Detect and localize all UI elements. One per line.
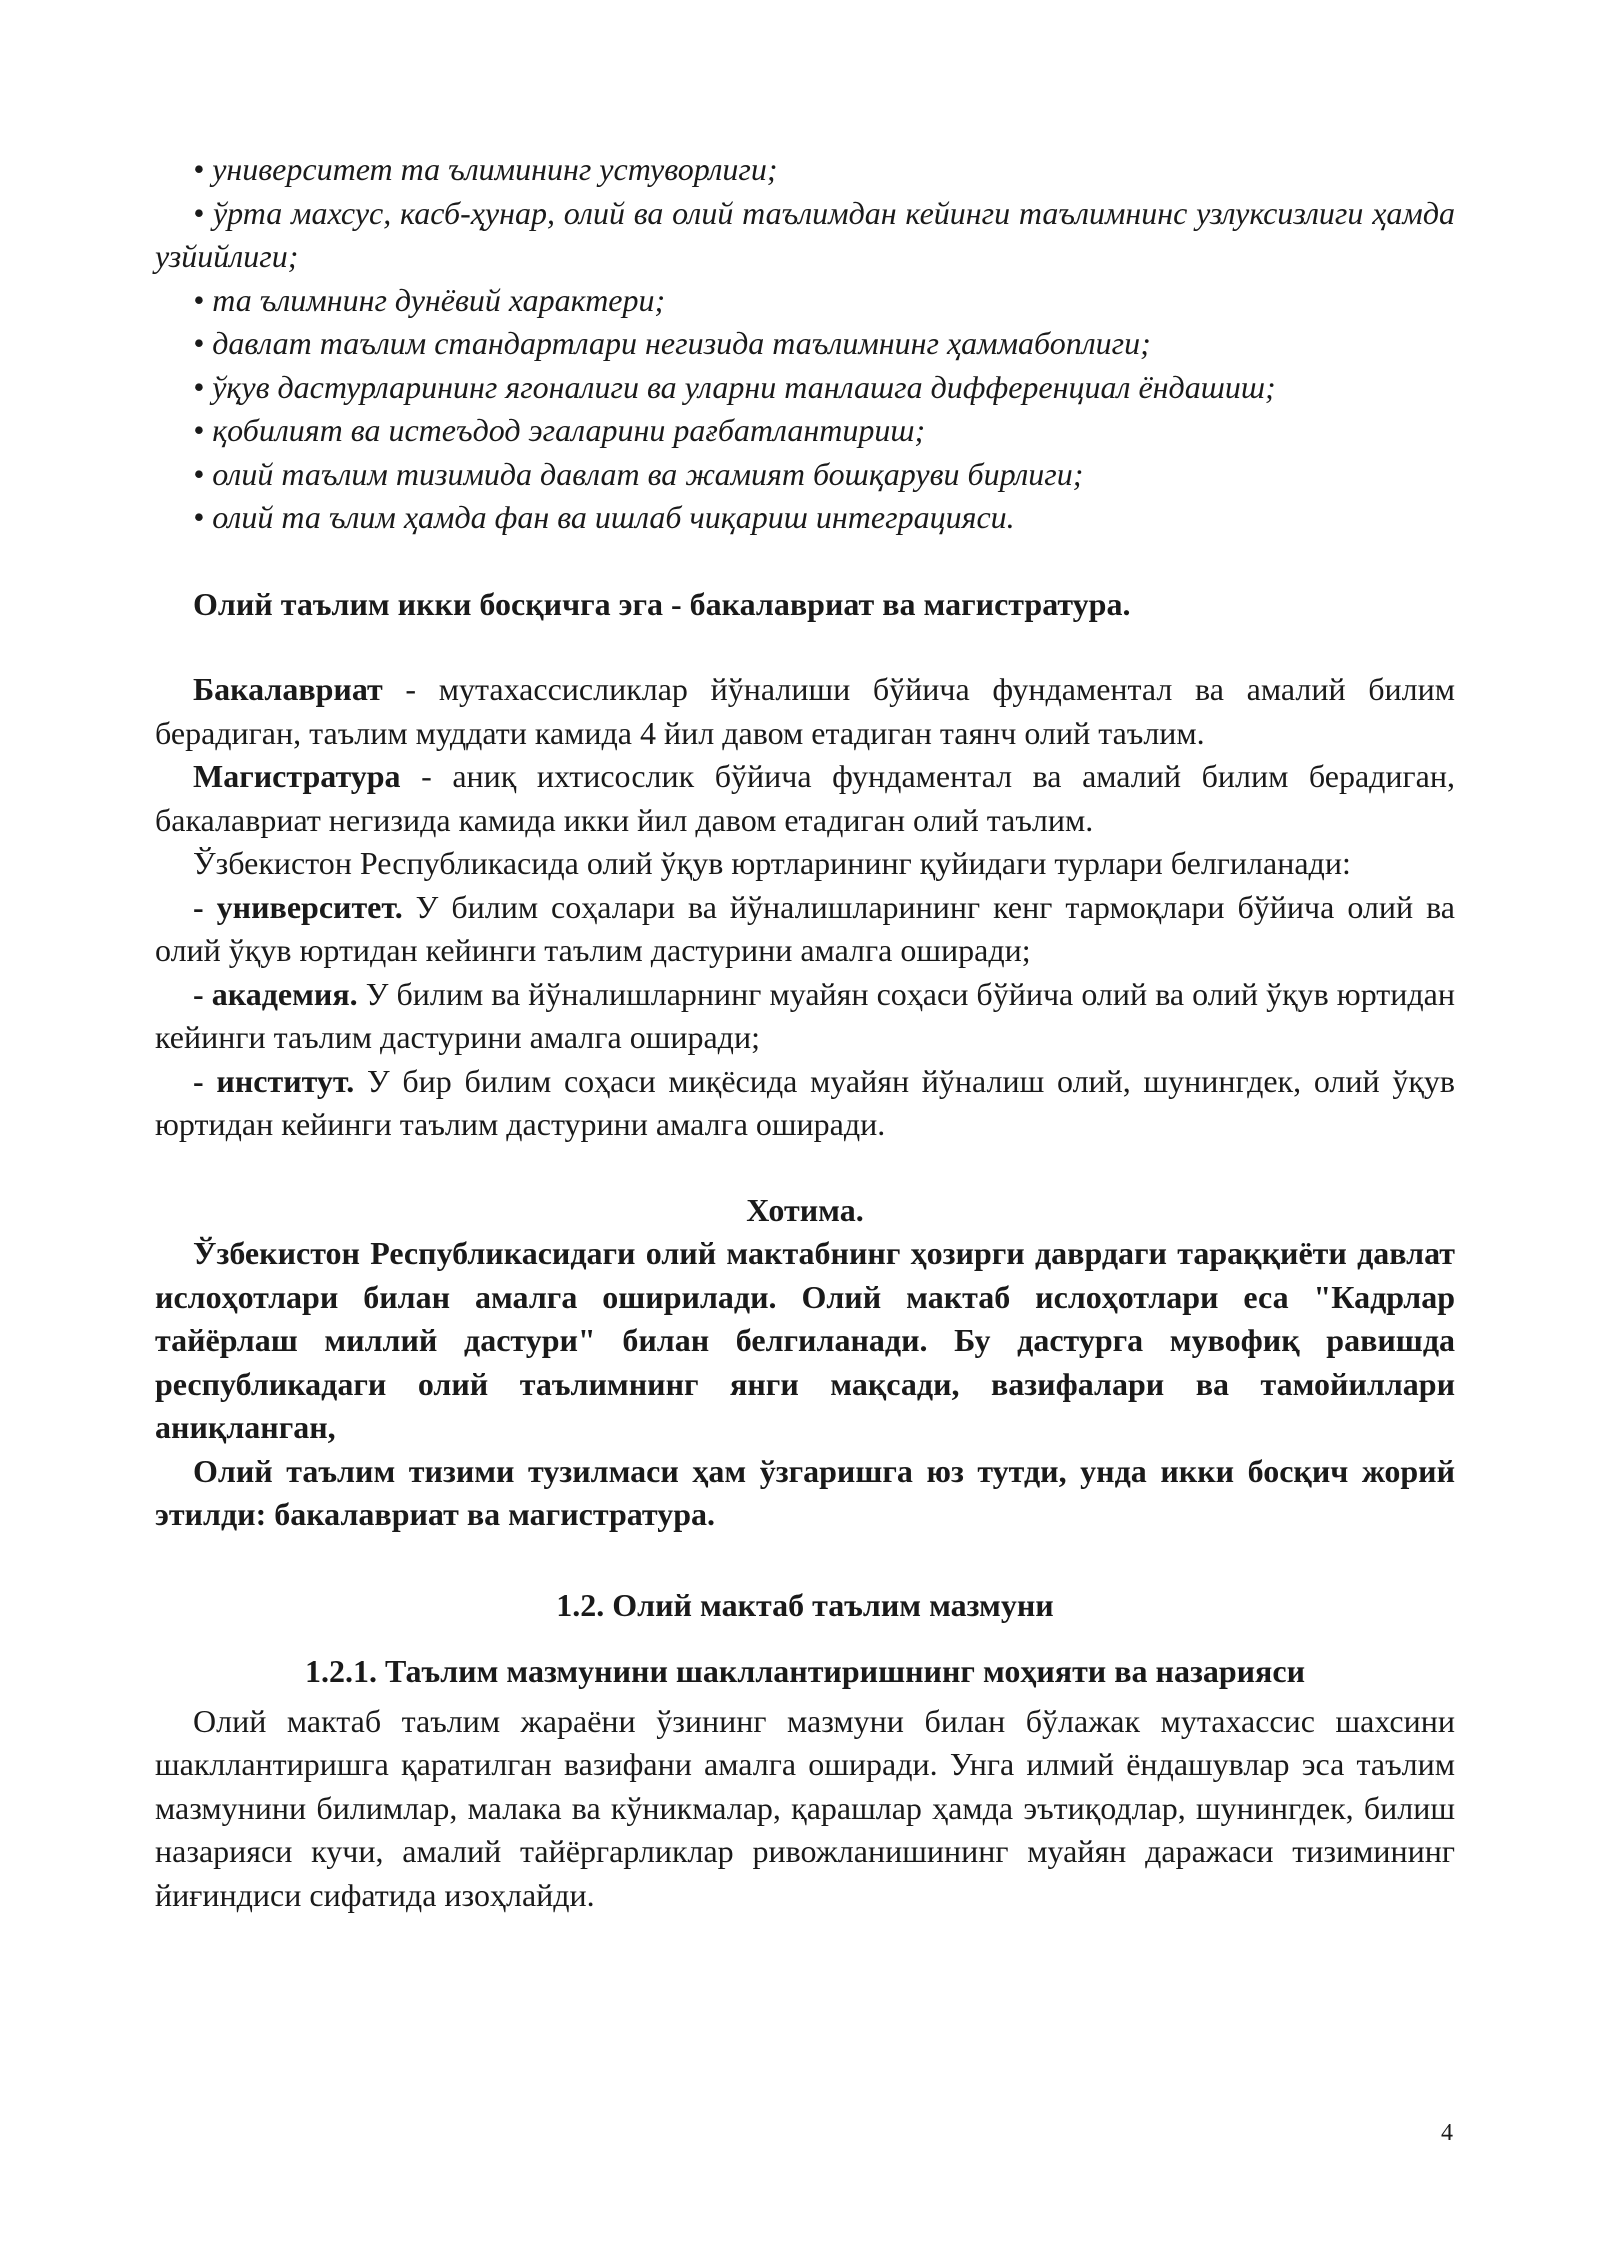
university-definition (155, 886, 1455, 973)
academy-definition (155, 973, 1455, 1060)
institute-term: институт. (216, 1062, 355, 1099)
master-definition (155, 755, 1455, 842)
bachelor-definition (155, 668, 1455, 755)
bachelor-term: Бакалавриат (193, 671, 383, 707)
master-term: Магистратура (193, 758, 401, 794)
section-title: 1.2. Олий мактаб таълим мазмуни (556, 1586, 1054, 1623)
stages-heading: Олий таълим икки босқичга эга - бакалавриат ва магистратура. (193, 585, 1131, 622)
principles-list (155, 148, 1455, 540)
conclusion-paragraph: Олий таълим тизими тузилмаси ҳам ўзгаришга юз тутди, унда икки босқич жорий этилди: бакалавриат ва магистратура. (155, 1452, 1455, 1532)
academy-text: У билим ва йўналишларнинг муайян соҳаси бўйича олий ва олий ўқув юртидан кейинги таълим дастурини амалга оширади; (155, 975, 1456, 1055)
list-item: • олий та ълим ҳамда фан ва ишлаб чиқариш интеграцияси. (193, 499, 1015, 535)
list-item: • давлат таълим стандартлари негизида таълимнинг ҳаммабоплиги; (193, 325, 1151, 361)
list-item: • олий таълим тизимида давлат ва жамият бошқаруви бирлиги; (193, 455, 1084, 492)
list-item: • ўрта махсус, касб-ҳунар, олий ва олий таълимдан кейинги таълимнинс узлуксизлиги ҳамда узйийлиги; (155, 194, 1455, 274)
university-text: У билим соҳалари ва йўналишларининг кенг тармоқлари бўйича олий ва олий ўқув юртидан кейинги таълим дастурини амалга оширади; (155, 888, 1456, 968)
conclusion-paragraph: Ўзбекистон Республикасидаги олий мактабнинг ҳозирги даврдаги тараққиёти давлат ислоҳотлари билан амалга оширилади. Олий мактаб ислоҳотлари еса "Кадрлар тайёрлаш миллий дастури" билан белгиланади. Бу дастурга мувофиқ равишда республикадаги олий таълимнинг янги мақсади, вазифалари ва тамойиллари аниқланган, (155, 1235, 1455, 1445)
institute-text: У бир билим соҳаси миқёсида муайян йўналиш олий, шунингдек, олий ўқув юртидан кейинги таълим дастурини амалга оширади. (155, 1062, 1456, 1142)
document-page (155, 148, 1455, 1917)
bachelor-text: - мутахассисликлар йўналиши бўйича фундаментал ва амалий билим берадиган, таълим муддати камида 4 йил давом етадиган таянч олий таълим. (155, 671, 1455, 751)
section-subtitle: 1.2.1. Таълим мазмунини шакллантиришнинг моҳияти ва назарияси (304, 1653, 1305, 1689)
institute-definition (155, 1060, 1455, 1147)
university-dash: - (193, 888, 217, 925)
page-number: 4 (1441, 2120, 1453, 2146)
institute-dash: - (193, 1062, 217, 1099)
list-item: • ўқув дастурларининг ягоналиги ва уларни танлашга дифференциал ёндашиш; (193, 368, 1276, 405)
list-item: • университет та ълимининг устуворлиги; (193, 151, 778, 187)
types-intro: Ўзбекистон Республикасида олий ўқув юртларининг қуйидаги турлари белгиланади: (193, 845, 1351, 881)
academy-term: академия. (211, 975, 358, 1012)
master-text: - аниқ ихтисослик бўйича фундаментал ва амалий билим берадиган, бакалавриат негизида камида икки йил давом етадиган олий таълим. (155, 758, 1455, 838)
university-term: университет. (216, 888, 403, 925)
academy-dash: - (193, 975, 212, 1012)
conclusion-title: Хотима. (746, 1191, 864, 1228)
list-item: • қобилият ва истеъдод эгаларини рағбатлантириш; (193, 412, 926, 448)
list-item: • та ълимнинг дунёвий характери; (193, 281, 666, 318)
section-body: Олий мактаб таълим жараёни ўзининг мазмуни билан бўлажак мутахассис шахсини шакллантиришга қаратилган вазифани амалга оширади. Унга илмий ёндашувлар эса таълим мазмунини билимлар, малака ва кўникмалар, қарашлар ҳамда эътиқодлар, шунингдек, билиш назарияси кучи, амалий тайёргарликлар ривожланишининг муайян даражаси тизимининг йиғиндиси сифатида изоҳлайди. (155, 1702, 1455, 1913)
